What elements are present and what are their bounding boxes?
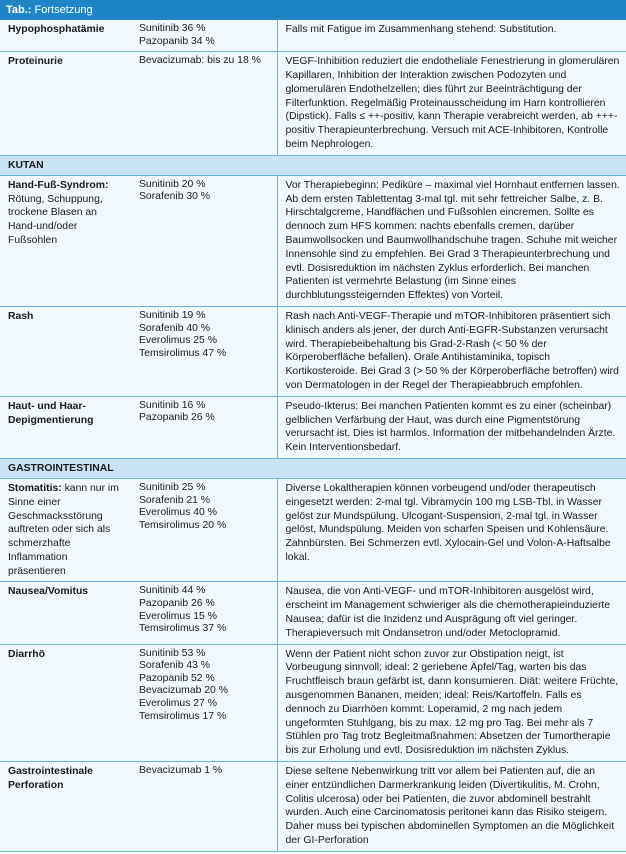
side-effect-name-cell — [0, 20, 131, 52]
side-effect-name: Hypophosphatämie — [8, 24, 105, 35]
drug-incidence: Sunitinib 16 % — [139, 399, 206, 411]
table-row — [0, 582, 626, 644]
table-title-bar — [0, 0, 626, 20]
drug-incidence: Sunitinib 25 % — [139, 481, 206, 493]
drug-incidence: Temsirolimus 20 % — [139, 519, 227, 531]
drug-incidence: Pazopanib 34 % — [139, 35, 215, 47]
management-text: Vor Therapiebeginn: Pediküre – maximal viel Hornhaut entfernen lassen. Ab dem ersten Tablettentag 3-mal tgl. mit sehr fettreicher Salbe, z. B. Hirschtalgcreme, Handflächen und Fußsohlen eincremen. Sollte es dennoch zum HFS kommen: nachts ebenfalls cremen, darüber Baumwollsocken und Baumwollhandschuhe tragen. Schuhe mit weicher Innensohle sind zu empfehlen. Bei Grad 3 Therapieunterbrechung und evtl. Dosisreduktion im nächsten Zyklus erforderlich. Bei manchen Patienten ist vermehrte Belastung (im Sinne eines durchblutungssteigernden Effektes) von Vorteil. — [277, 175, 626, 306]
drug-incidence: Everolimus 27 % — [139, 698, 217, 710]
drug-incidence: Pazopanib 26 % — [139, 598, 215, 610]
side-effect-name: Gastrointestinale Perforation — [8, 766, 93, 791]
table-body — [0, 20, 626, 851]
table-row — [0, 762, 626, 852]
drug-incidence: Temsirolimus 17 % — [139, 710, 227, 722]
side-effect-description: Rötung, Schuppung, trockene Blasen an Hand-und/oder Fußsohlen — [8, 193, 103, 246]
table-label: Tab.: — [6, 4, 32, 16]
side-effect-name-cell — [0, 582, 131, 644]
management-text: Pseudo-Ikterus: Bei manchen Patienten kommt es zu einer (scheinbar) gelblichen Verfärbung der Haut, was durch eine Pigmentstörung verursacht ist. Dies ist harmlos. Information der mitbehandelnden Ärzte. Kein Interventionsbedarf. — [277, 396, 626, 458]
drug-incidence: Temsirolimus 47 % — [139, 347, 227, 359]
drug-incidence: Bevacizumab 1 % — [139, 765, 223, 777]
drug-incidence: Bevacizumab: bis zu 18 % — [139, 55, 261, 67]
side-effect-name-cell — [0, 644, 131, 761]
drug-incidence-cell — [131, 762, 277, 852]
table-row — [0, 396, 626, 458]
drug-incidence-cell — [131, 20, 277, 52]
drug-incidence: Everolimus 40 % — [139, 507, 217, 519]
side-effect-name: Proteinurie — [8, 56, 63, 68]
management-text: Diese seltene Nebenwirkung tritt vor allem bei Patienten auf, die an einer entzündlichen Darmerkrankung leiden (Divertikulitis, M. Crohn, Colitis ulcerosa) oder bei Patienten, die zuvor abdominell bestrahlt wurden. Auch eine Carcinomatosis peritonei kann das Risiko steigern. Daher muss bei typischen abdominellen Symptomen an die Möglichkeit der GI-Perforation — [277, 762, 626, 852]
management-text: Diverse Lokaltherapien können vorbeugend und/oder therapeutisch eingesetzt werden: 2-mal tgl. Vibramycin 100 mg LSB-Tbl. in Wasser gelöst zur Mundspülung. Ulcogant-Suspension, 2-mal tgl. in Wasser gelöst, Mundspülung. Meiden von scharfen Speisen und Kohlensäure. Zahnbürsten. Bei Schmerzen evtl. Xylocain-Gel und Volon-A-Haftsalbe lokal. — [277, 478, 626, 582]
table-row — [0, 175, 626, 306]
side-effect-description: kann nur im Sinne einer Geschmacksstörung auftreten oder sich als schmerzhafte Inflammation präsentieren — [8, 482, 119, 577]
drug-incidence: Sorafenib 40 % — [139, 322, 211, 334]
drug-incidence: Sunitinib 19 % — [139, 309, 206, 321]
drug-incidence: Sunitinib 20 % — [139, 178, 206, 190]
management-text: Falls mit Fatigue im Zusammenhang stehend: Substitution. — [277, 20, 626, 52]
table-row — [0, 20, 626, 52]
drug-incidence: Sorafenib 30 % — [139, 191, 211, 203]
side-effect-name-cell — [0, 306, 131, 396]
side-effect-name-cell — [0, 175, 131, 306]
drug-incidence: Everolimus 25 % — [139, 335, 217, 347]
drug-incidence-cell — [131, 175, 277, 306]
management-text: VEGF-Inhibition reduziert die endotheliale Fenestrierung in glomerulären Kapillaren, Inhibition der Interaktion zwischen Podozyten und glomerulären Endothelzellen; dies führt zur Beeinträchtigung der Filterfunktion. Regelmäßig Proteinausscheidung im Harn kontrollieren (Dipstick). Falls ≤ ++-positiv, kann Therapie verabreicht werden, ab +++-positiv Therapieunterbrechung. Versuch mit ACE-Inhibitoren, Kontrolle beim Nephrologen. — [277, 52, 626, 156]
table-row — [0, 644, 626, 761]
drug-incidence: Sorafenib 43 % — [139, 660, 211, 672]
table-row — [0, 52, 626, 156]
management-text: Wenn der Patient nicht schon zuvor zur Obstipation neigt, ist Vorbeugung sinnvoll; ideal: 2 geriebene Äpfel/Tag, warten bis das Fruchtfleisch braun gefärbt ist, dann konsumieren. Diät: weitere Früchte, ausgenommen Bananen, meiden; ideal: Reis/Kartoffeln. Falls es dennoch zu Diarrhöen kommt: Loperamid, 2 mg nach jedem ungeformten Stuhlgang, bis zu max. 12 mg pro Tag. Bei mehr als 7 Stühlen pro Tag trotz Begleitmaßnahmen: Absetzen der Tumortherapie bis zur Erholung und evtl. Dosisreduktion im nächsten Zyklus. — [277, 644, 626, 761]
drug-incidence-cell — [131, 306, 277, 396]
side-effect-name: Hand-Fuß-Syndrom: — [8, 179, 109, 191]
table-row — [0, 478, 626, 582]
management-text: Nausea, die von Anti-VEGF- und mTOR-Inhibitoren ausgelöst wird, erscheint im Management schwieriger als die chemotherapieinduzierte Nausea; dafür ist die Inzidenz und Ausprägung oft viel geringer. Therapieversuch mit Ondansetron und/oder Metoclopramid. — [277, 582, 626, 644]
drug-incidence: Pazopanib 26 % — [139, 412, 215, 424]
drug-incidence: Temsirolimus 37 % — [139, 623, 227, 635]
drug-incidence: Pazopanib 52 % — [139, 672, 215, 684]
table-row — [0, 306, 626, 396]
drug-incidence: Sunitinib 44 % — [139, 585, 206, 597]
side-effect-name: Haut- und Haar-Depigmentierung — [8, 400, 94, 426]
drug-incidence: Sunitinib 36 % — [139, 23, 206, 34]
side-effect-name: Stomatitis: — [8, 482, 62, 494]
section-title: KUTAN — [0, 155, 626, 175]
drug-incidence: Everolimus 15 % — [139, 610, 217, 622]
side-effect-name: Diarrhö — [8, 648, 45, 660]
drug-incidence: Sorafenib 21 % — [139, 494, 211, 506]
side-effect-name: Rash — [8, 310, 34, 322]
drug-incidence: Bevacizumab 20 % — [139, 685, 228, 697]
side-effect-name: Nausea/Vomitus — [8, 586, 89, 598]
side-effects-table — [0, 20, 626, 852]
side-effect-name-cell — [0, 52, 131, 156]
side-effect-name-cell — [0, 762, 131, 852]
drug-incidence-cell — [131, 644, 277, 761]
side-effect-name-cell — [0, 396, 131, 458]
section-header-row — [0, 155, 626, 175]
section-title: GASTROINTESTINAL — [0, 458, 626, 478]
table-title: Fortsetzung — [34, 4, 93, 16]
drug-incidence: Sunitinib 53 % — [139, 647, 206, 659]
drug-incidence-cell — [131, 582, 277, 644]
management-text: Rash nach Anti-VEGF-Therapie und mTOR-Inhibitoren präsentiert sich klinisch anders als jener, der durch Anti-EGFR-Substanzen verursacht wird. Therapiebeibehaltung bis Grad-2-Rash (< 50 % der Körperoberfläche befallen). Orale Antihistaminika, topisch Kortikosteroide. Bei Grad 3 (> 50 % der Körperoberfläche betroffen) wird von Dermatologen in der Regel der Therapieabbruch empfohlen. — [277, 306, 626, 396]
section-header-row — [0, 458, 626, 478]
side-effect-name-cell — [0, 478, 131, 582]
drug-incidence-cell — [131, 52, 277, 156]
drug-incidence-cell — [131, 478, 277, 582]
drug-incidence-cell — [131, 396, 277, 458]
